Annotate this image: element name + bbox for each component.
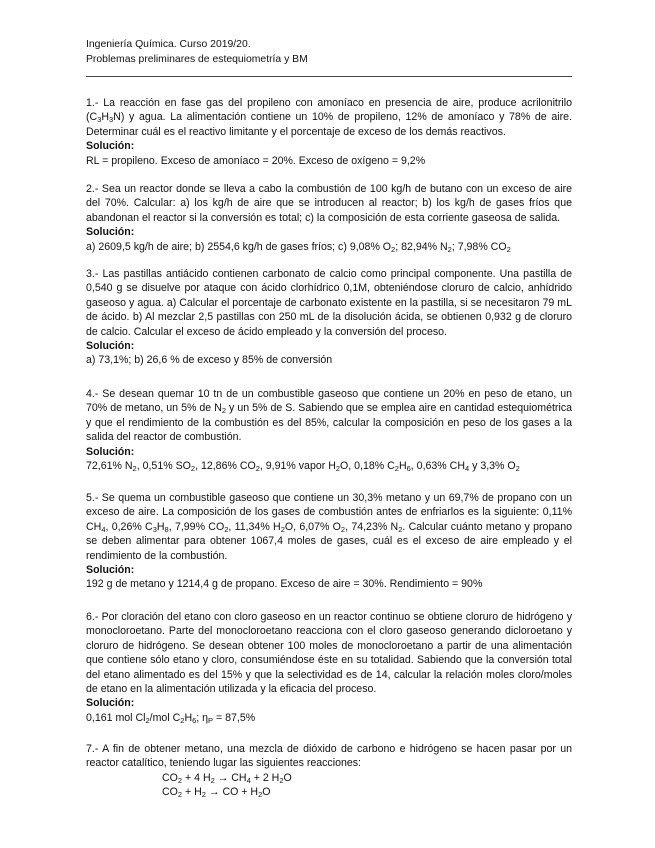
- solution-label: Solución:: [86, 564, 135, 577]
- reaction-2: [86, 785, 572, 800]
- p2-sol-a: a) 2609,5 kg/h de aire; b) 2554,6 kg/h de gases fríos; c) 9,08% O: [86, 240, 392, 253]
- p4-sol-part: H: [398, 460, 407, 473]
- p6-sub: 2: [145, 715, 150, 725]
- p5-text: H: [156, 520, 165, 533]
- p4-sub: 2: [132, 464, 137, 474]
- p2-sub: 2: [391, 244, 396, 254]
- r2-part: CO: [162, 786, 178, 799]
- p4-sub: 6: [406, 464, 411, 474]
- p1-sub: 3: [109, 115, 114, 125]
- problem-1-statement: [86, 96, 572, 139]
- r1-part: → CH: [214, 771, 247, 784]
- p5-sub: 3: [152, 524, 157, 534]
- p4-sub: 4: [464, 464, 470, 474]
- problem-2-statement: 2.- Sea un reactor donde se lleva a cabo la combustión de 100 kg/h de butano con un exceso de aire del 70%. Calcular: a) los kg/h de aire que se introducen al reactor; b) los kg/h de gases fríos que abandonan el reactor si la conversión es total; c) la composición de esta corriente gaseosa de salida.: [86, 183, 572, 224]
- p2-sub: 2: [506, 244, 511, 254]
- solution-label: Solución:: [86, 697, 135, 710]
- r1-part: CO: [162, 771, 178, 784]
- r1-sub: 4: [246, 775, 251, 785]
- problem-1-solution: RL = propileno. Exceso de amoníaco = 20%. Exceso de oxígeno = 9,2%: [86, 154, 426, 167]
- p4-sub: 2: [335, 464, 341, 474]
- p5-sub: 4: [101, 524, 106, 534]
- problem-4-statement: [86, 387, 572, 445]
- p5-sub: 8: [164, 524, 169, 534]
- p1-text-a: 1.- La reacción en fase gas del propileno con amoníaco en presencia de aire, produce acrilonitrilo (: [86, 97, 572, 124]
- p6-sol-part: H: [184, 711, 193, 724]
- p4-sol-part: , 0,51% SO: [136, 460, 191, 473]
- course-title: Ingeniería Química. Curso 2019/20.: [86, 39, 251, 50]
- p6-sub: P: [208, 715, 214, 725]
- problem-1: [86, 96, 572, 168]
- solution-label: Solución:: [86, 445, 135, 458]
- p4-sol-part: , 12,86% CO: [195, 460, 256, 473]
- p6-sub: 2: [180, 715, 185, 725]
- p6-sol-part: 0,161 mol Cl: [86, 711, 146, 724]
- p5-text: , 7,99% CO: [168, 520, 225, 533]
- problem-5: [86, 491, 572, 592]
- r2-sub: 2: [201, 790, 206, 800]
- p4-sub: 2: [394, 464, 399, 474]
- p6-sol-part: /mol C: [149, 711, 181, 724]
- problem-6: [86, 610, 572, 725]
- solution-label: Solución:: [86, 226, 135, 239]
- r2-part: + H: [182, 786, 202, 799]
- r1-sub: 2: [177, 775, 183, 785]
- p2-sol-b: ; 82,94% N: [395, 240, 448, 253]
- r1-sub: 2: [210, 775, 215, 785]
- p4-text-a: 4.- Se desean quemar 10 tn de un combustible gaseoso que contiene un 20% en peso de etano, un 70% de metano, un 5% de N: [86, 388, 572, 415]
- problem-3: [86, 267, 572, 368]
- r1-part: O: [283, 771, 292, 784]
- r1-sub: 2: [279, 775, 284, 785]
- p1-formula-c: C: [89, 111, 98, 124]
- reaction-1: [86, 771, 572, 786]
- r2-part: → CO + H: [205, 786, 259, 799]
- r1-part: + 4 H: [182, 771, 211, 784]
- p5-sub: 2: [340, 524, 346, 534]
- r2-part: O: [262, 786, 271, 799]
- p4-sol-part: , 0,63% CH: [410, 460, 465, 473]
- p4-sol-part: , 9,91% vapor H: [259, 460, 336, 473]
- problem-4: [86, 387, 572, 473]
- p5-text: 5.- Se quema un combustible gaseoso que contiene un 30,3% metano y un 69,7% de propano con un exceso de aire. La composición de los gases de combustión antes de enfriarlos es la siguiente: 0,11% CH: [86, 492, 572, 533]
- p2-sub: 2: [447, 244, 452, 254]
- problem-6-statement: 6.- Por cloración del etano con cloro gaseoso en un reactor continuo se obtiene cloruro de hidrógeno y monocloroetano. Parte del monocloroetano reacciona con el cloro gaseoso generando dicloroetano y cloruro de hidrógeno. Se desean obtener 100 moles de monocloroetano a partir de una alimentación que contiene sólo etano y cloro, consumiéndose éste en su totalidad. Sabiendo que la conversión total del etano alimentado es del 15% y que la selectividad es de 14, calcular la relación moles cloro/moles de etano en la alimentación utilizada y la eficacia del proceso.: [86, 611, 572, 696]
- problem-5-solution: 192 g de metano y 1214,4 g de propano. Exceso de aire = 30%. Rendimiento = 90%: [86, 578, 483, 591]
- problem-3-solution: a) 73,1%; b) 26,6 % de exceso y 85% de conversión: [86, 354, 333, 367]
- problem-5-statement: [86, 491, 572, 563]
- p5-text: , 0,26% C: [105, 520, 153, 533]
- r2-sub: 2: [258, 790, 263, 800]
- p1-text-b: ) y agua. La alimentación contiene un 10% de propileno, 12% de amoníaco y 78% de aire. Determinar cuál es el reactivo limitante y el porcentaje de exceso de los demás reactivos.: [86, 111, 572, 138]
- p2-sol-c: ; 7,98% CO: [451, 240, 507, 253]
- p6-sub: 6: [192, 715, 197, 725]
- p4-sol-part: 72,61% N: [86, 460, 133, 473]
- p5-sub: 2: [224, 524, 229, 534]
- p4-text-b: y un 5% de S. Sabiendo que se emplea aire en cantidad estequiométrica y que el rendimiento de la combustión es del 85%, calcular la composición en peso de los gases a la salida del reactor de combustión.: [86, 402, 573, 444]
- p5-text: O, 6,07% O: [284, 520, 341, 533]
- p6-sol-part: ; η: [196, 711, 209, 724]
- solution-label: Solución:: [86, 140, 135, 153]
- problem-6-solution: [86, 711, 572, 725]
- p4-sub: 2: [515, 464, 520, 474]
- p4-sub: 2: [190, 464, 196, 474]
- problem-7-statement: 7.- A fin de obtener metano, una mezcla de dióxido de carbono e hidrógeno se hacen pasar por un reactor catalítico, teniendo lugar las siguientes reacciones:: [86, 743, 572, 770]
- p5-sub: 2: [398, 524, 403, 534]
- p5-text: . Calcular cuánto metano y propano se deben alimentar para obtener 1067,4 moles de gases, cuál es el exceso de aire empleado y el rendimiento de la combustión.: [86, 520, 572, 562]
- p4-sol-part: y 3,3% O: [469, 460, 516, 473]
- p6-sol-part: = 87,5%: [213, 711, 256, 724]
- p5-sub: 2: [280, 524, 285, 534]
- document-header: [86, 38, 308, 67]
- problem-2: [86, 182, 572, 254]
- problem-7: [86, 742, 572, 800]
- p5-text: , 11,34% H: [228, 520, 281, 533]
- p4-sol-part: O, 0,18% C: [340, 460, 395, 473]
- p4-sub: 2: [255, 464, 260, 474]
- p4-sub: 2: [221, 406, 227, 416]
- p1-sub: 3: [97, 115, 102, 125]
- problem-4-solution: [86, 459, 572, 473]
- solution-label: Solución:: [86, 340, 135, 353]
- p5-text: , 74,23% N: [345, 520, 399, 533]
- problem-3-statement: 3.- Las pastillas antiácido contienen carbonato de calcio como principal componente. Una pastilla de 0,540 g se disuelve por ataque con ácido clorhídrico 0,1M, obteniéndose cloruro de calcio, anhídrido gaseoso y agua. a) Calcular el porcentaje de carbonato existente en la pastilla, si se necesitaron 79 mL de ácido. b) Al mezclar 2,5 pastillas con 250 mL de la disolución ácida, se obtienen 0,932 g de cloruro de calcio. Calcular el exceso de ácido empleado y la conversión del proceso.: [86, 268, 572, 338]
- problem-2-solution: [86, 240, 572, 254]
- document-subtitle: Problemas preliminares de estequiometría y BM: [86, 53, 308, 65]
- header-divider: [86, 76, 572, 77]
- r2-sub: 2: [177, 790, 183, 800]
- p1-formula-n: N: [113, 111, 121, 124]
- r1-part: + 2 H: [250, 771, 280, 784]
- p1-formula-h: H: [101, 111, 110, 124]
